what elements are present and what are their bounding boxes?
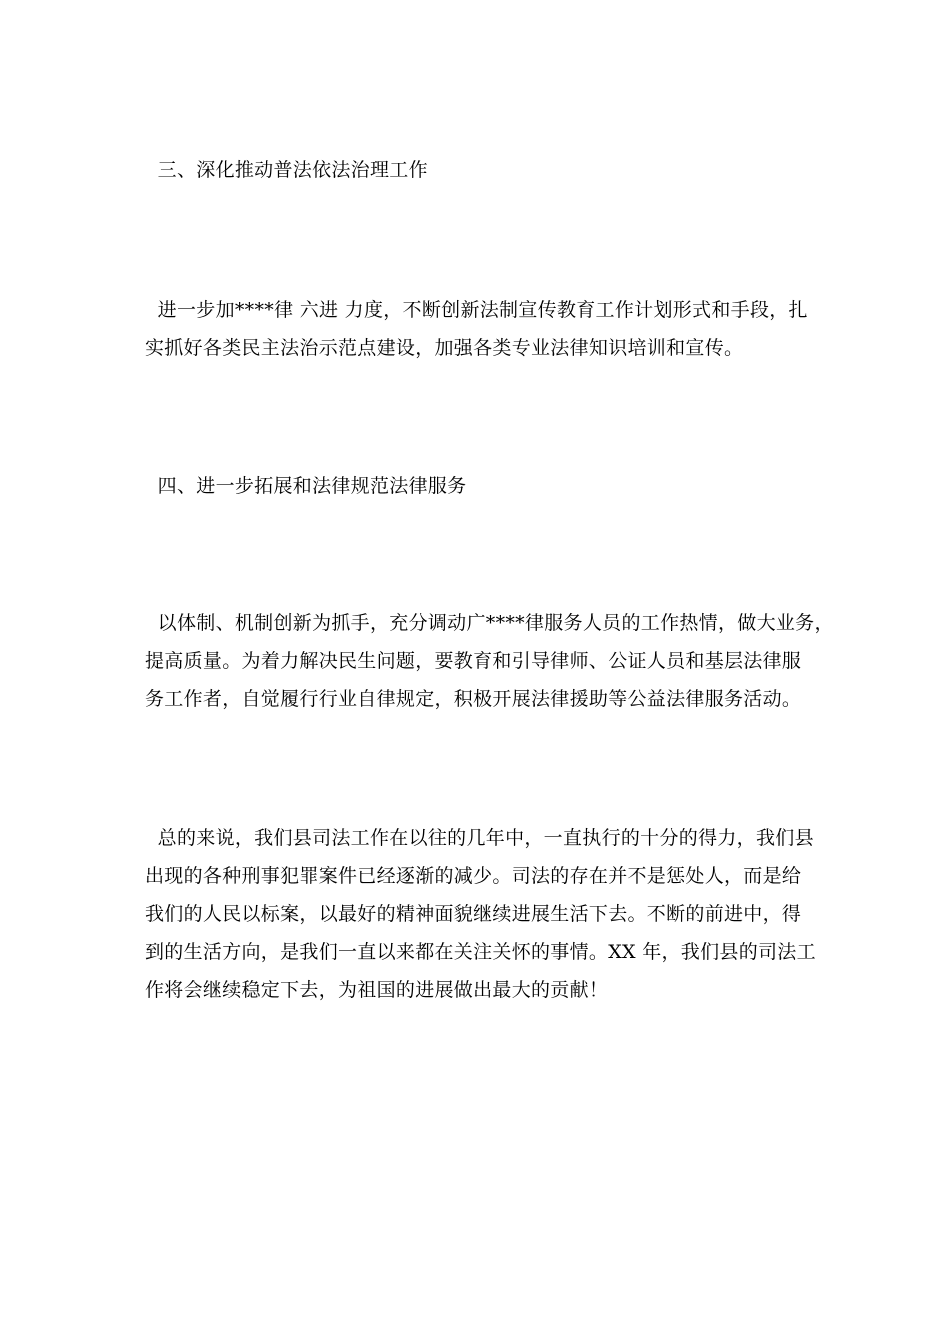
conclusion-line: 出现的各种刑事犯罪案件已经逐渐的减少。司法的存在并不是惩处人，而是给 [145, 865, 802, 887]
conclusion-line: 到的生活方向，是我们一直以来都在关注关怀的事情。XX 年，我们县的司法工 [145, 941, 816, 963]
section-heading-3: 三、深化推动普法依法治理工作 [145, 159, 428, 181]
paragraph-line: 提高质量。为着力解决民生问题，要教育和引导律师、公证人员和基层法律服 [145, 650, 802, 672]
paragraph-line: 以体制、机制创新为抓手，充分调动广****律服务人员的工作热情，做大业务， [145, 612, 834, 634]
paragraph-line: 进一步加****律 六进 力度，不断创新法制宣传教育工作计划形式和手段，扎 [145, 299, 808, 321]
paragraph-line: 务工作者，自觉履行行业自律规定，积极开展法律援助等公益法律服务活动。 [145, 688, 802, 710]
conclusion-line: 总的来说，我们县司法工作在以往的几年中，一直执行的十分的得力，我们县 [145, 827, 814, 849]
conclusion-line: 我们的人民以标案，以最好的精神面貌继续进展生活下去。不断的前进中，得 [145, 903, 802, 925]
section-heading-4: 四、进一步拓展和法律规范法律服务 [145, 475, 467, 497]
conclusion-line: 作将会继续稳定下去，为祖国的进展做出最大的贡献！ [145, 979, 609, 1001]
paragraph-line: 实抓好各类民主法治示范点建设，加强各类专业法律知识培训和宣传。 [145, 337, 744, 359]
